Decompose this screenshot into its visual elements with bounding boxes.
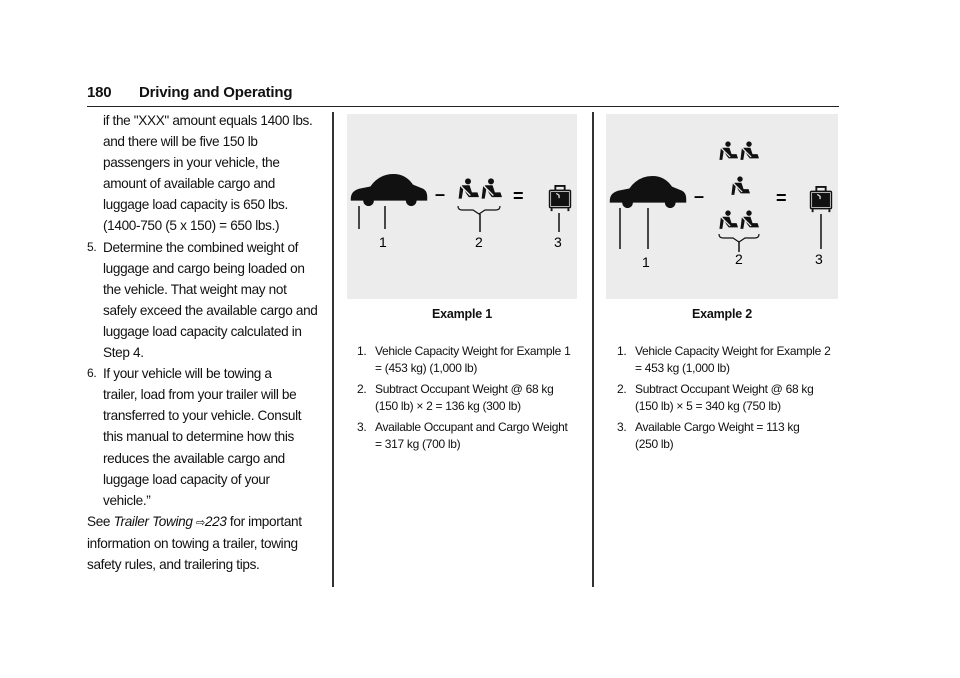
text-line: trailer, load from your trailer will be: [103, 387, 297, 403]
example-1-caption: Example 1: [431, 307, 493, 321]
see-prefix: See: [87, 513, 114, 529]
equals-sign: =: [513, 186, 524, 206]
seat-belt-occupant-icon: [719, 141, 738, 159]
continued-step: [87, 110, 327, 237]
callout-2: 2: [475, 234, 483, 250]
text-line: luggage load capacity calculated in: [103, 323, 302, 339]
text-line: amount of available cargo and: [103, 176, 275, 192]
minus-sign: –: [435, 184, 446, 204]
callout-3: 3: [815, 251, 823, 267]
item-number: 3.: [357, 420, 367, 434]
text-line: reduces the available cargo and: [103, 450, 285, 466]
text-line: information on towing a trailer, towing: [87, 535, 298, 551]
minus-sign: –: [694, 186, 705, 206]
seat-belt-occupant-icon: [482, 178, 502, 198]
step-number: 6.: [87, 366, 97, 381]
seat-belt-occupant-icon: [459, 178, 479, 198]
seat-belt-occupant-icon: [731, 176, 750, 194]
text-line: If your vehicle will be towing a: [103, 366, 272, 382]
text-line: luggage load capacity of your: [103, 471, 270, 487]
item-number: 2.: [357, 382, 367, 396]
text-line: Subtract Occupant Weight @ 68 kg: [375, 382, 554, 396]
text-line: safety rules, and trailering tips.: [87, 556, 260, 572]
text-line: passengers in your vehicle, the: [103, 155, 280, 171]
example-2-figure: [606, 114, 838, 299]
trailer-towing-link[interactable]: Trailer Towing: [113, 513, 193, 529]
car-icon: [351, 174, 427, 206]
text-line: safely exceed the available cargo and: [103, 302, 318, 318]
list-item: [357, 419, 577, 452]
text-line: Step 4.: [103, 345, 144, 361]
text-line: = 317 kg (700 lb): [375, 436, 461, 451]
page-header: [87, 84, 839, 107]
text-line: the vehicle. That weight may not: [103, 281, 287, 297]
page-ref-arrow-icon: ⇨: [195, 515, 205, 529]
seat-belt-occupant-icon: [740, 210, 759, 228]
see-reference: [87, 511, 327, 575]
text-line: Available Cargo Weight = 113 kg: [635, 420, 800, 434]
luggage-icon: [549, 186, 571, 211]
list-item: [617, 419, 839, 452]
text-line: (250 lb): [635, 436, 674, 451]
text-line: Determine the combined weight of: [103, 239, 299, 255]
callout-3: 3: [554, 234, 562, 250]
seat-belt-occupant-icon: [740, 141, 759, 159]
text-line: luggage load capacity is 650 lbs.: [103, 197, 288, 213]
equals-sign: =: [776, 188, 787, 208]
list-item: [357, 381, 577, 414]
seat-belt-occupant-icon: [719, 210, 738, 228]
text-line: Vehicle Capacity Weight for Example 1: [375, 344, 571, 358]
step-number: 5.: [87, 239, 97, 254]
item-number: 1.: [617, 344, 627, 358]
callout-2: 2: [735, 251, 743, 267]
callout-1: 1: [379, 234, 387, 250]
column-divider-left: [332, 112, 334, 587]
example-2-caption: Example 2: [691, 307, 753, 321]
see-suffix: for important: [226, 513, 302, 529]
text-line: luggage and cargo being loaded on: [103, 260, 305, 276]
page-number: 180: [87, 84, 112, 101]
text-line: and there will be five 150 lb: [103, 134, 258, 150]
text-line: = (453 kg) (1,000 lb): [375, 360, 478, 375]
example-1-figure: [347, 114, 577, 299]
text-line: this manual to determine how this: [103, 429, 294, 445]
text-line: Vehicle Capacity Weight for Example 2: [635, 344, 831, 358]
car-icon: [610, 176, 686, 208]
list-item: [357, 343, 577, 376]
step-6: [87, 363, 327, 511]
example-2-legend: [617, 343, 839, 457]
luggage-icon: [810, 187, 832, 212]
text-line: = 453 kg (1,000 lb): [635, 360, 730, 375]
text-line: Available Occupant and Cargo Weight: [375, 420, 568, 434]
list-item: [617, 343, 839, 376]
text-line: (1400-750 (5 x 150) = 650 lbs.): [103, 218, 280, 234]
step-5: [87, 237, 327, 364]
text-line: vehicle.”: [103, 492, 151, 508]
text-line: (150 lb) × 2 = 136 kg (300 lb): [375, 398, 521, 413]
text-line: if the "XXX" amount equals 1400 lbs.: [103, 113, 313, 128]
column-divider-right: [592, 112, 594, 587]
item-number: 3.: [617, 420, 627, 434]
text-line: Subtract Occupant Weight @ 68 kg: [635, 382, 814, 396]
section-title: Driving and Operating: [139, 84, 293, 101]
list-item: [617, 381, 839, 414]
item-number: 2.: [617, 382, 627, 396]
callout-1: 1: [642, 254, 650, 270]
item-number: 1.: [357, 344, 367, 358]
text-line: (150 lb) × 5 = 340 kg (750 lb): [635, 398, 781, 413]
left-column: [87, 110, 327, 575]
text-line: transferred to your vehicle. Consult: [103, 408, 302, 424]
page-reference[interactable]: 223: [204, 513, 227, 529]
example-1-legend: [357, 343, 577, 457]
